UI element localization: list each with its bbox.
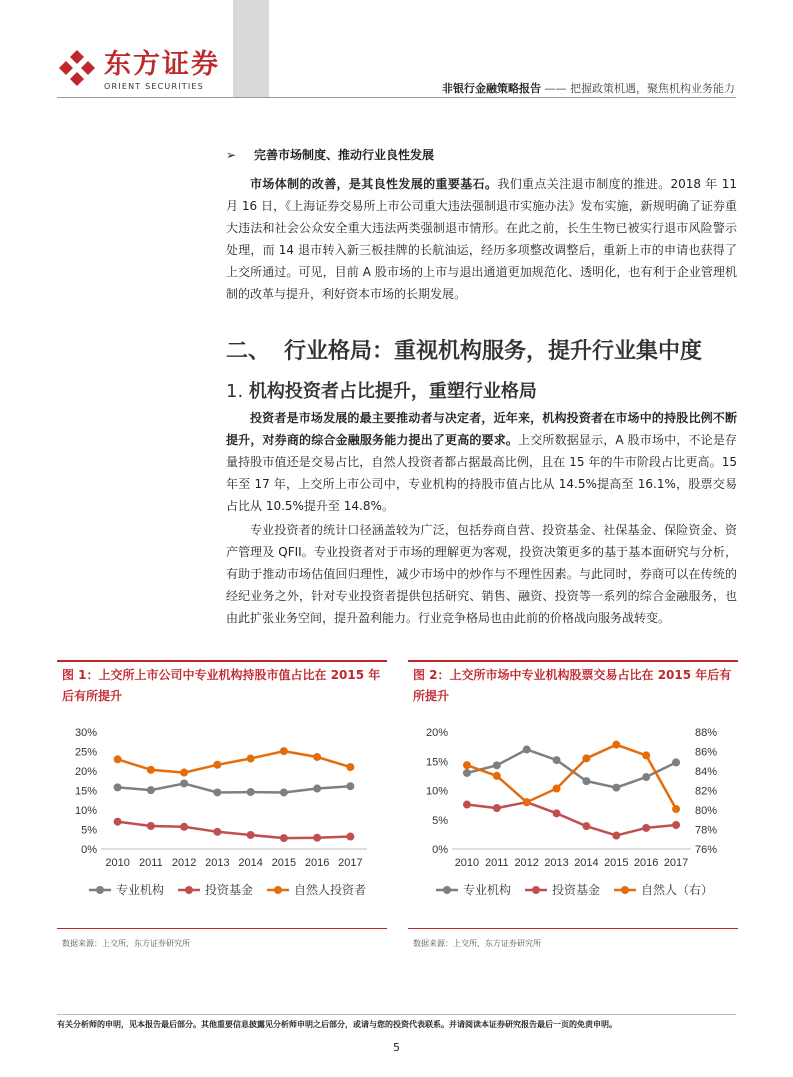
data-point <box>463 801 471 809</box>
data-point <box>247 755 255 763</box>
paragraph-body: 上交所数据显示，A 股市场中，不论是存量持股市值还是交易占比，自然人投资者都占据最高比例，且在 15 年的牛市阶段占比更高。15 年至 17 年，上交所上市公司中，专业机构的持股市值占比从 14.5%提高至 16.1%，股票交易占比从 10.5%提升至 14.8%。 <box>226 433 737 513</box>
data-point <box>114 755 122 763</box>
x-axis-tick-label: 2013 <box>205 857 230 869</box>
subsection-heading <box>226 377 537 403</box>
y-axis-tick-label: 5% <box>432 814 448 827</box>
data-point <box>553 756 561 764</box>
data-point <box>642 751 650 759</box>
subsection-title: 机构投资者占比提升，重塑行业格局 <box>248 381 537 402</box>
footer-disclaimer: 有关分析师的申明，见本报告最后部分。其他重要信息披露见分析师申明之后部分，或请与您的投资代表联系。并请阅读本证券研究报告最后一页的免责申明。 <box>57 1020 617 1029</box>
x-axis-tick-label: 2011 <box>484 857 509 869</box>
data-point <box>553 809 561 817</box>
data-point <box>672 821 680 829</box>
y2-axis-tick-label: 78% <box>695 824 718 837</box>
paragraph-body: 专业投资者的统计口径涵盖较为广泛，包括券商自营、投资基金、社保基金、保险资金、资产管理及 QFII。专业投资者对于市场的理解更为客观，投资决策更多的基于基本面研究与分析，有助于推动市场估值回归理性，减少市场中的炒作与不理性因素。与此同时，券商可以在传统的经纪业务之外，针对专业投资者提供包括研究、销售、融资、投资等一系列的综合金融服务，也由此扩张业务空间，提升盈利能力。行业竞争格局也由此前的价格战向服务战转变。 <box>226 523 737 625</box>
data-point <box>247 788 255 796</box>
data-point <box>463 769 471 777</box>
data-point <box>672 758 680 766</box>
section-number: 二、 <box>226 339 271 364</box>
figure1-top-rule <box>57 660 387 662</box>
legend-marker <box>532 886 540 894</box>
y-axis-tick-label: 20% <box>425 727 448 739</box>
data-point <box>523 798 531 806</box>
y2-axis-tick-label: 86% <box>695 746 718 759</box>
data-point <box>642 773 650 781</box>
data-point <box>612 741 620 749</box>
report-header-title <box>442 80 735 96</box>
data-point <box>180 823 188 831</box>
data-point <box>180 769 188 777</box>
data-point <box>493 761 501 769</box>
legend-label: 自然人（右） <box>641 883 714 897</box>
bullet-heading <box>226 146 434 163</box>
y2-axis-tick-label: 76% <box>695 844 718 856</box>
x-axis-tick-label: 2016 <box>304 857 330 869</box>
page-number: 5 <box>393 1041 400 1054</box>
report-subtitle: —— 把握政策机遇，聚焦机构业务能力 <box>544 82 735 95</box>
x-axis-tick-label: 2016 <box>633 857 659 869</box>
legend-marker <box>443 886 451 894</box>
data-point <box>213 788 221 796</box>
arrow-bullet-icon: ➢ <box>226 148 237 162</box>
data-point <box>493 772 501 780</box>
x-axis-tick-label: 2015 <box>271 857 297 869</box>
report-type: 非银行金融策略报告 <box>442 82 541 95</box>
x-axis-tick-label: 2010 <box>454 857 480 869</box>
data-point <box>612 832 620 840</box>
data-point <box>463 761 471 769</box>
data-point <box>213 761 221 769</box>
subsection-number: 1. <box>226 381 244 402</box>
figure1-bottom-rule <box>57 928 387 929</box>
x-axis-tick-label: 2015 <box>604 857 629 869</box>
data-point <box>180 779 188 787</box>
figure2-top-rule <box>408 660 738 662</box>
figure2-bottom-rule <box>408 928 738 929</box>
figure2-source: 数据来源：上交所，东方证券研究所 <box>413 939 541 948</box>
data-point <box>280 834 288 842</box>
paragraph-institutional <box>226 407 737 517</box>
orient-securities-logo-icon <box>57 48 97 88</box>
paragraph-body: 我们重点关注退市制度的推进。2018 年 11 月 16 日，《上海证券交易所上市公司重大违法强制退市实施办法》发布实施，新规明确了证券重大违法和社会公众安全重大违法两类强制退市情形。在此之前，长生生物已被实行退市风险警示处理，而 14 退市转入新三板挂牌的长航油运，经历多项整改调整后，重新上市的申请也获得了上交所通过。可见，目前 A 股市场的上市与退出通道更加规范化、透明化，也有利于企业管理机制的改革与提升，利好资本市场的长期发展。 <box>226 177 737 301</box>
x-axis-tick-label: 2017 <box>663 857 689 869</box>
bullet-title: 完善市场制度、推动行业良性发展 <box>254 148 435 162</box>
figure1-chart <box>57 718 387 908</box>
legend-marker <box>621 886 629 894</box>
section-title: 行业格局：重视机构服务，提升行业集中度 <box>284 339 703 364</box>
data-point <box>346 763 354 771</box>
footer-divider <box>57 1014 736 1015</box>
section-heading <box>226 334 702 365</box>
paragraph-lead: 投资者是市场发展的最主要推动者与决定者，近年来，机构投资者在市场中的持股比例不断提升，对券商的综合金融服务能力提出了更高的要求。 <box>226 411 737 447</box>
paragraph-professional-investors <box>226 519 737 629</box>
header-gray-bar <box>233 0 269 97</box>
paragraph-lead: 市场体制的改善，是其良性发展的重要基石。 <box>250 177 498 191</box>
legend-label: 自然人投资者 <box>294 883 367 897</box>
logo-english-name: ORIENT SECURITIES <box>104 82 204 91</box>
x-axis-tick-label: 2013 <box>544 857 569 869</box>
header-divider <box>57 97 736 98</box>
x-axis-tick-label: 2014 <box>238 857 263 869</box>
y2-axis-tick-label: 82% <box>695 785 718 798</box>
x-axis-tick-label: 2010 <box>105 857 130 869</box>
data-point <box>523 746 531 754</box>
data-point <box>493 804 501 812</box>
figure2-chart <box>408 718 738 908</box>
data-point <box>642 824 650 832</box>
y-axis-tick-label: 5% <box>81 824 97 837</box>
data-point <box>147 766 155 774</box>
data-point <box>114 783 122 791</box>
x-axis-tick-label: 2012 <box>171 857 197 869</box>
y-axis-tick-label: 0% <box>432 844 448 856</box>
data-point <box>247 831 255 839</box>
y-axis-tick-label: 25% <box>74 746 97 759</box>
legend-label: 专业机构 <box>463 883 512 897</box>
x-axis-tick-label: 2011 <box>139 857 163 869</box>
paragraph-delisting <box>226 173 737 305</box>
data-point <box>313 753 321 761</box>
data-point <box>313 834 321 842</box>
data-point <box>313 785 321 793</box>
data-point <box>114 818 122 826</box>
data-point <box>612 784 620 792</box>
data-point <box>672 805 680 813</box>
data-point <box>280 788 288 796</box>
y-axis-tick-label: 10% <box>74 805 97 817</box>
data-point <box>553 785 561 793</box>
figure1-title: 图 1：上交所上市公司中专业机构持股市值占比在 2015 年后有所提升 <box>62 668 381 703</box>
y2-axis-tick-label: 80% <box>695 805 718 817</box>
legend-label: 投资基金 <box>552 883 601 897</box>
data-point <box>213 828 221 836</box>
legend-marker <box>96 886 104 894</box>
data-point <box>147 786 155 794</box>
y-axis-tick-label: 15% <box>425 756 448 769</box>
y-axis-tick-label: 0% <box>81 844 97 856</box>
y2-axis-tick-label: 84% <box>695 766 718 778</box>
data-point <box>280 747 288 755</box>
y-axis-tick-label: 10% <box>425 785 448 798</box>
data-point <box>582 822 590 830</box>
x-axis-tick-label: 2014 <box>574 857 599 869</box>
x-axis-tick-label: 2017 <box>338 857 363 869</box>
x-axis-tick-label: 2012 <box>514 857 539 869</box>
legend-label: 专业机构 <box>116 883 165 897</box>
logo-chinese-name: 东方证券 <box>104 49 220 80</box>
legend-label: 投资基金 <box>205 883 254 897</box>
y-axis-tick-label: 15% <box>74 785 97 798</box>
data-point <box>147 822 155 830</box>
figure1-source: 数据来源：上交所，东方证券研究所 <box>62 939 190 948</box>
legend-marker <box>185 886 193 894</box>
data-point <box>346 833 354 841</box>
y-axis-tick-label: 20% <box>74 766 97 778</box>
y-axis-tick-label: 30% <box>74 727 97 739</box>
data-point <box>582 777 590 785</box>
data-point <box>582 754 590 762</box>
legend-marker <box>274 886 282 894</box>
figure2-title: 图 2：上交所市场中专业机构股票交易占比在 2015 年后有所提升 <box>413 668 732 703</box>
data-point <box>346 782 354 790</box>
y2-axis-tick-label: 88% <box>695 727 718 739</box>
